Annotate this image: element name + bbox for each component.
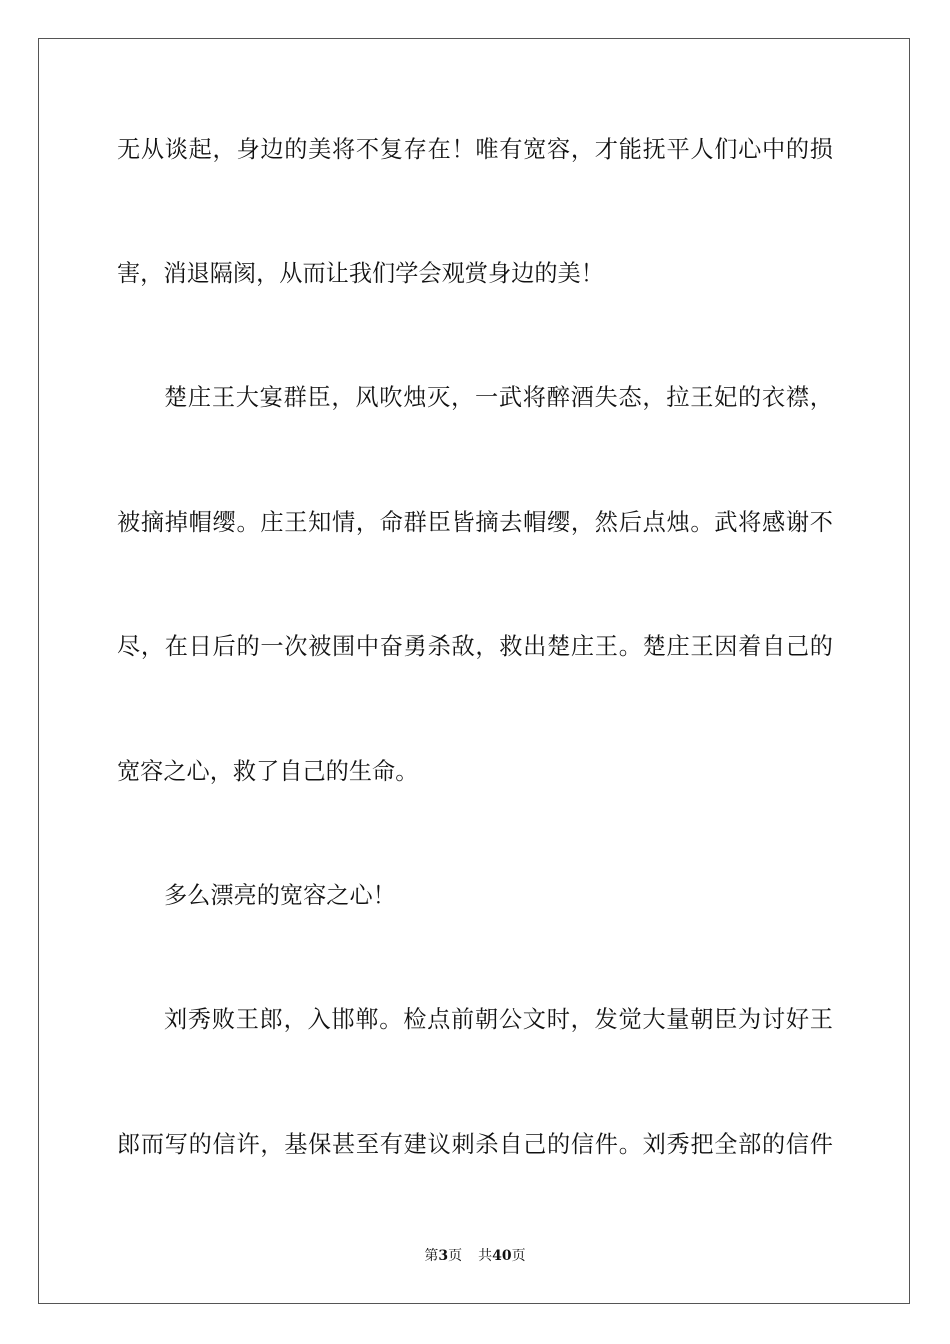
page-number-prefix: 第	[424, 1248, 439, 1264]
total-pages-suffix: 页	[511, 1248, 526, 1264]
text-line-1: 无从谈起，身边的美将不复存在！唯有宽容，才能抚平人们心中的损	[117, 136, 833, 163]
text-line-6: 宽容之心，救了自己的生命。	[117, 758, 419, 785]
text-line-8: 刘秀败王郎，入邯郸。检点前朝公文时，发觉大量朝臣为讨好王	[164, 1006, 833, 1033]
total-pages-prefix: 共	[478, 1248, 493, 1264]
page-footer	[0, 1246, 950, 1266]
text-line-2: 害，消退隔阂，从而让我们学会观赏身边的美！	[117, 260, 604, 287]
current-page-number: 3	[438, 1248, 449, 1264]
text-line-4: 被摘掉帽缨。庄王知情，命群臣皆摘去帽缨，然后点烛。武将感谢不	[117, 509, 833, 536]
text-line-3: 楚庄王大宴群臣，风吹烛灭，一武将醉酒失态，拉王妃的衣襟，	[164, 384, 833, 411]
page-number-suffix: 页	[448, 1248, 463, 1264]
text-line-9: 郎而写的信许，基保甚至有建议刺杀自己的信件。刘秀把全部的信件	[117, 1131, 833, 1158]
text-line-7: 多么漂亮的宽容之心！	[164, 882, 396, 909]
page-border	[38, 38, 910, 1304]
total-pages-number: 40	[492, 1248, 512, 1264]
text-line-5: 尽，在日后的一次被围中奋勇杀敌，救出楚庄王。楚庄王因着自己的	[117, 633, 833, 660]
